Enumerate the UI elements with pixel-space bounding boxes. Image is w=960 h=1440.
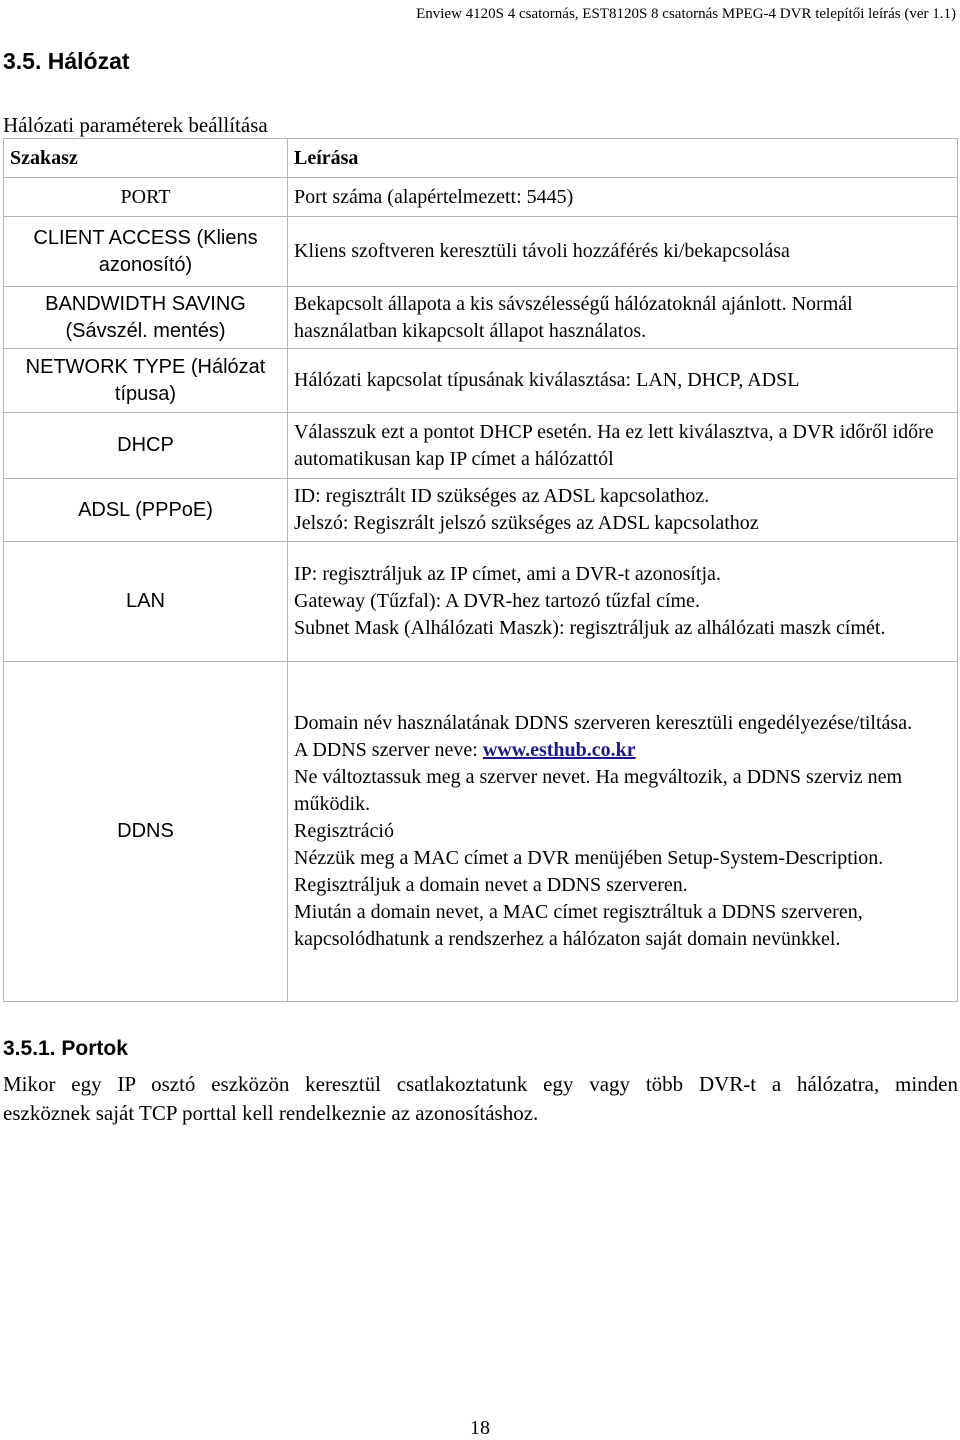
subsection-paragraph — [3, 1070, 958, 1128]
row-description-port: Port száma (alapértelmezett: 5445) — [288, 178, 958, 217]
row-description-lan — [288, 542, 958, 662]
lan-subnet-line: Subnet Mask (Alhálózati Maszk): regisztráljuk az alhálózati maszk címét. — [294, 617, 886, 639]
row-section-adsl: ADSL (PPPoE) — [4, 479, 288, 542]
row-description-bandwidth-saving: Bekapcsolt állapota a kis sávszélességű hálózatoknál ajánlott. Normál használatban kikapcsolt állapot használatos. — [288, 287, 958, 349]
row-description-ddns — [288, 662, 958, 1002]
table-row — [4, 479, 958, 542]
page-number: 18 — [470, 1417, 490, 1439]
ddns-server-link[interactable]: www.esthub.co.kr — [482, 739, 636, 761]
row-description-dhcp: Válasszuk ezt a pontot DHCP esetén. Ha ez lett kiválasztva, a DVR időről időre automatikusan kap IP címet a hálózattól — [288, 413, 958, 479]
ddns-register-domain-line: Regisztráljuk a domain nevet a DDNS szerveren. — [294, 874, 688, 896]
ddns-warning-line: Ne változtassuk meg a szerver nevet. Ha megváltozik, a DDNS szerviz nem működik. — [294, 766, 903, 815]
table-header-row — [4, 139, 958, 178]
row-description-adsl — [288, 479, 958, 542]
table-row — [4, 178, 958, 217]
ddns-connect-line: Miután a domain nevet, a MAC címet regisztráltuk a DDNS szerveren, kapcsolódhatunk a rendszerhez a hálózaton saját domain nevünkkel. — [294, 901, 863, 950]
subsection-title: 3.5.1. Portok — [3, 1037, 128, 1060]
table-row — [4, 413, 958, 479]
table-row — [4, 287, 958, 349]
row-section-ddns: DDNS — [4, 662, 288, 1002]
table-row — [4, 542, 958, 662]
row-section-dhcp: DHCP — [4, 413, 288, 479]
network-parameters-table — [3, 138, 958, 1002]
row-section-port: PORT — [4, 178, 288, 217]
table-row — [4, 349, 958, 413]
column-header-section: Szakasz — [4, 139, 288, 178]
paragraph-line: eszköznek saját TCP porttal kell rendelkeznie az azonosításhoz. — [3, 1101, 539, 1125]
row-section-network-type: NETWORK TYPE (Hálózat típusa) — [4, 349, 288, 413]
adsl-password-line: Jelszó: Regiszrált jelszó szükséges az ADSL kapcsolathoz — [294, 512, 759, 534]
table-row — [4, 662, 958, 1002]
column-header-description: Leírása — [288, 139, 958, 178]
adsl-id-line: ID: regisztrált ID szükséges az ADSL kapcsolathoz. — [294, 485, 710, 507]
row-section-bandwidth-saving: BANDWIDTH SAVING (Sávszél. mentés) — [4, 287, 288, 349]
ddns-mac-line: Nézzük meg a MAC címet a DVR menüjében Setup-System-Description. — [294, 847, 884, 869]
ddns-server-line — [294, 737, 951, 764]
table-row — [4, 217, 958, 287]
running-header: Enview 4120S 4 csatornás, EST8120S 8 csatornás MPEG-4 DVR telepítői leírás (ver 1.1) — [416, 6, 956, 22]
ddns-registration-heading: Regisztráció — [294, 820, 394, 842]
ddns-server-label: A DDNS szerver neve: — [294, 739, 483, 761]
section-title: 3.5. Hálózat — [3, 48, 130, 74]
row-section-client-access: CLIENT ACCESS (Kliens azonosító) — [4, 217, 288, 287]
lan-ip-line: IP: regisztráljuk az IP címet, ami a DVR-t azonosítja. — [294, 563, 721, 585]
row-section-lan: LAN — [4, 542, 288, 662]
lan-gateway-line: Gateway (Tűzfal): A DVR-hez tartozó tűzfal címe. — [294, 590, 700, 612]
paragraph-line: Mikor egy IP osztó eszközön keresztül csatlakoztatunk egy vagy több DVR-t a hálózatra, minden — [3, 1072, 958, 1096]
row-description-network-type: Hálózati kapcsolat típusának kiválasztása: LAN, DHCP, ADSL — [288, 349, 958, 413]
row-description-client-access: Kliens szoftveren keresztüli távoli hozzáférés ki/bekapcsolása — [288, 217, 958, 287]
table-caption: Hálózati paraméterek beállítása — [3, 113, 268, 137]
ddns-enable-line: Domain név használatának DDNS szerveren keresztüli engedélyezése/tiltása. — [294, 712, 913, 734]
